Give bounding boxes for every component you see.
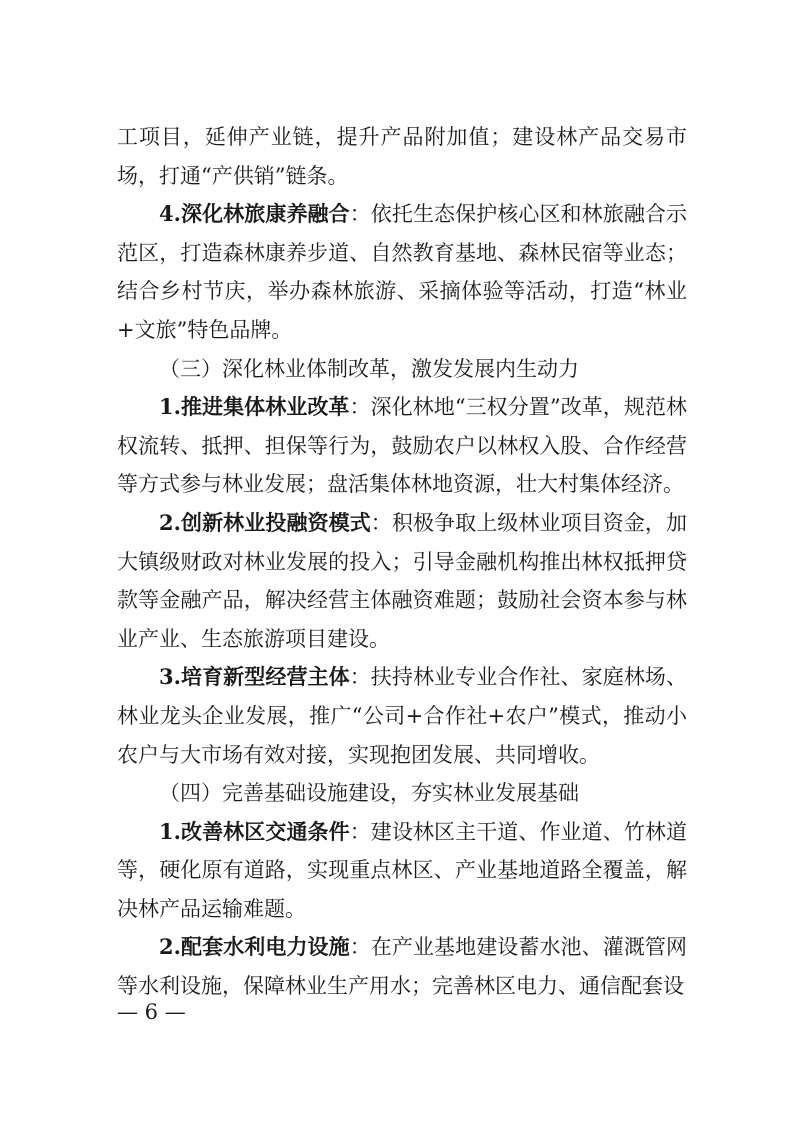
paragraph-1	[117, 118, 687, 195]
paragraph-4-text: ：深化林地“三权分置”改革，规范林权流转、抵押、担保等行为，鼓励农户以林权入股、合作经营等方式参与林业发展；盘活集体林地资源，壮大村集体经济。	[117, 395, 687, 497]
paragraph-8	[117, 813, 687, 929]
paragraph-6-lead: 3.培育新型经营主体	[159, 664, 350, 690]
paragraph-8-lead: 1.改善林区交通条件	[159, 818, 350, 844]
paragraph-2	[117, 195, 687, 349]
paragraph-4	[117, 388, 687, 504]
paragraph-8-text: ：建设林区主干道、作业道、竹林道等，硬化原有道路，实现重点林区、产业基地道路全覆盖，解决林产品运输难题。	[117, 819, 687, 921]
paragraph-6-text: ：扶持林业专业合作社、家庭林场、林业龙头企业发展，推广“公司+合作社+农户”模式，推动小农户与大市场有效对接，实现抱团发展、共同增收。	[117, 665, 687, 767]
paragraph-5-text: ：积极争取上级林业项目资金，加大镇级财政对林业发展的投入；引导金融机构推出林权抵押贷款等金融产品，解决经营主体融资难题；鼓励社会资本参与林业产业、生态旅游项目建设。	[117, 510, 687, 651]
paragraph-9	[117, 928, 687, 1005]
document-body	[117, 118, 687, 1006]
paragraph-9-text: ：在产业基地建设蓄水池、灌溉管网等水利设施，保障林业生产用水；完善林区电力、通信配套设	[117, 935, 687, 999]
paragraph-5	[117, 504, 687, 658]
paragraph-5-lead: 2.创新林业投融资模式	[159, 509, 371, 535]
paragraph-6	[117, 658, 687, 774]
page-number: — 6 —	[117, 1000, 186, 1024]
paragraph-2-lead: 4.深化林旅康养融合	[159, 201, 350, 227]
paragraph-2-text: ：依托生态保护核心区和林旅融合示范区，打造森林康养步道、自然教育基地、森林民宿等业态；结合乡村节庆，举办森林旅游、采摘体验等活动，打造“林业+文旅”特色品牌。	[117, 202, 687, 342]
paragraph-1-text: 工项目，延伸产业链，提升产品附加值；建设林产品交易市场，打通“产供销”链条。	[117, 125, 687, 188]
section-heading-3: （三）深化林业体制改革，激发发展内生动力	[159, 356, 579, 381]
paragraph-9-lead: 2.配套水利电力设施	[159, 934, 350, 960]
paragraph-4-lead: 1.推进集体林业改革	[159, 394, 350, 420]
section-heading-4: （四）完善基础设施建设，夯实林业发展基础	[159, 781, 579, 806]
